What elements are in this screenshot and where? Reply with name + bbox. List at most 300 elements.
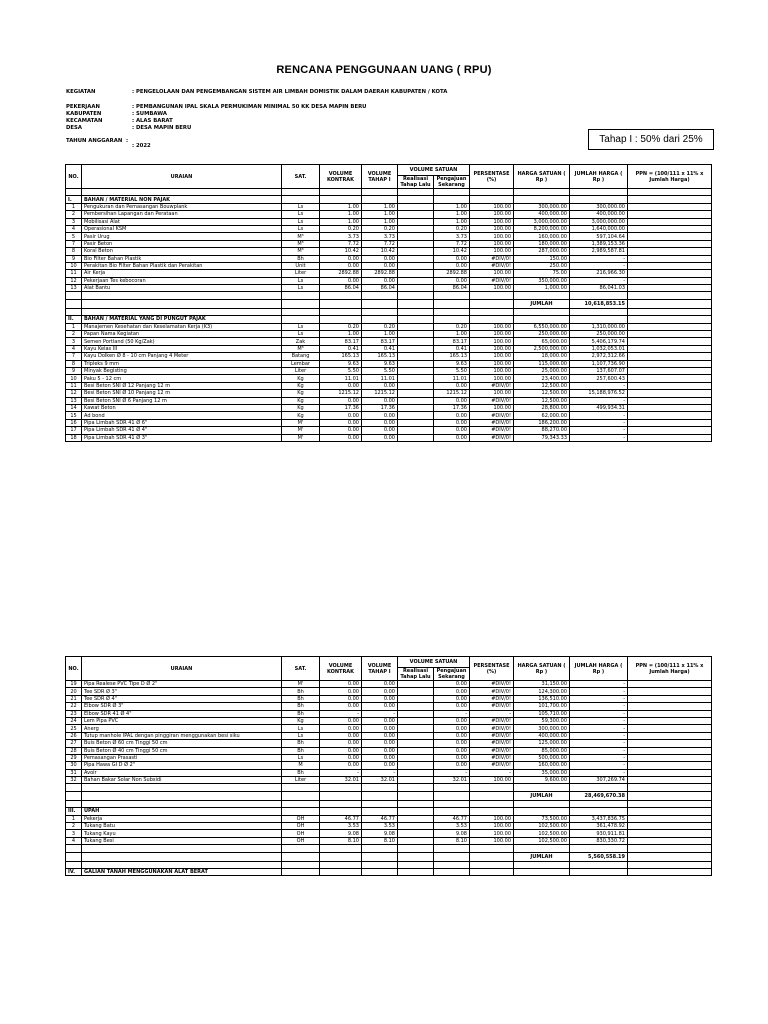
table-cell	[398, 717, 434, 724]
table-cell: 32.01	[434, 777, 470, 784]
table-cell: 0.00	[320, 412, 362, 419]
table-cell	[628, 717, 712, 724]
desa-label: DESA	[66, 125, 82, 131]
table-cell: 3.73	[320, 233, 362, 240]
table-cell	[628, 688, 712, 695]
empty-cell	[628, 845, 712, 852]
table-cell	[398, 360, 434, 367]
table-cell: -	[570, 434, 628, 441]
table-cell: 4	[66, 225, 82, 232]
table-cell: Tukang Kayu	[82, 830, 282, 837]
table-cell: 400,000.00	[514, 732, 570, 739]
table-cell: 0.00	[434, 740, 470, 747]
table-cell: 9.08	[320, 830, 362, 837]
table-cell: 0.00	[320, 397, 362, 404]
table-cell: Pipa Limbah SDR 41 Ø 4"	[82, 427, 282, 434]
table-cell: 0.00	[362, 695, 398, 702]
table-cell	[398, 703, 434, 710]
col-harga-satuan: HARGA SATUAN ( Rp )	[514, 657, 570, 681]
table-cell: 35,000.00	[514, 769, 570, 776]
table-cell	[628, 412, 712, 419]
table-cell: 100.00	[470, 338, 514, 345]
table-cell: Elbow SDR Ø 3"	[82, 703, 282, 710]
col-volume-tahap: VOLUME TAHAP I	[362, 657, 398, 681]
table-cell: 0.00	[434, 695, 470, 702]
table-cell: 0.00	[320, 688, 362, 695]
table-cell	[398, 404, 434, 411]
table-cell: 14	[66, 404, 82, 411]
table-cell: 17.36	[320, 404, 362, 411]
table-cell: 0.20	[434, 225, 470, 232]
table-cell: -	[570, 717, 628, 724]
table-cell: Besi Beton SNI Ø 6 Panjang 12 m	[82, 397, 282, 404]
table-cell: 9	[66, 367, 82, 374]
jumlah-row	[66, 791, 712, 800]
table-cell: #DIV/0!	[470, 681, 514, 688]
table-cell: 0.00	[362, 703, 398, 710]
table-cell: Bh	[282, 255, 320, 262]
table-cell: 160,000.00	[514, 233, 570, 240]
table-cell: 1.00	[320, 218, 362, 225]
table-cell: 2892.88	[434, 270, 470, 277]
table-cell	[628, 419, 712, 426]
table-cell: 5.50	[434, 367, 470, 374]
col-volume-tahap: VOLUME TAHAP I	[362, 165, 398, 189]
table-cell	[398, 688, 434, 695]
empty-cell	[282, 316, 320, 323]
table-cell: 2	[66, 331, 82, 338]
empty-cell	[320, 808, 362, 815]
table-row	[66, 823, 712, 830]
table-cell: Tukang Besi	[82, 837, 282, 844]
table-row	[66, 233, 712, 240]
table-cell: 150.00	[514, 255, 570, 262]
table-cell: 5,406,179.74	[570, 338, 628, 345]
empty-cell	[320, 791, 362, 800]
empty-cell	[570, 800, 628, 807]
empty-cell	[362, 316, 398, 323]
table-cell: 0.00	[320, 717, 362, 724]
table-cell: 17.36	[362, 404, 398, 411]
table-cell: 75.00	[514, 270, 570, 277]
table-cell: 100.00	[470, 331, 514, 338]
table-cell: Ls	[282, 218, 320, 225]
empty-cell	[82, 791, 282, 800]
table-cell: #DIV/0!	[470, 703, 514, 710]
table-row	[66, 218, 712, 225]
table-cell: 0.00	[362, 688, 398, 695]
tahun-label: TAHUN ANGGARAN	[66, 138, 123, 144]
table-cell: #DIV/0!	[470, 717, 514, 724]
table-row	[66, 382, 712, 389]
empty-cell	[628, 784, 712, 791]
table-cell: 86.04	[434, 285, 470, 292]
table-row	[66, 262, 712, 269]
table-row	[66, 725, 712, 732]
empty-cell	[82, 845, 282, 852]
col-sat: SAT.	[282, 657, 320, 681]
empty-cell	[570, 868, 628, 875]
table-cell: 28,800.00	[514, 404, 570, 411]
table-cell: 32	[66, 777, 82, 784]
table-cell: 0.00	[362, 725, 398, 732]
table-cell: 62,000.00	[514, 412, 570, 419]
empty-cell	[628, 868, 712, 875]
table-cell	[398, 732, 434, 739]
table-cell: 102,500.00	[514, 823, 570, 830]
table-cell: 0.00	[434, 681, 470, 688]
table-cell: 100.00	[470, 218, 514, 225]
table-cell: 9.63	[434, 360, 470, 367]
spacer-row	[66, 784, 712, 791]
col-persentase: PERSENTASE (%)	[470, 165, 514, 189]
empty-cell	[398, 868, 434, 875]
table-cell	[628, 710, 712, 717]
table-cell: 100.00	[470, 823, 514, 830]
table-cell: 8	[66, 248, 82, 255]
table-cell	[628, 218, 712, 225]
table-cell: M'	[282, 681, 320, 688]
table-cell: 11.01	[320, 375, 362, 382]
table-cell: 1.00	[320, 331, 362, 338]
table-cell: 250.00	[514, 262, 570, 269]
table-cell	[628, 375, 712, 382]
table-cell	[398, 710, 434, 717]
table-cell: Paku 5 - 12 cm	[82, 375, 282, 382]
table-cell: M	[282, 762, 320, 769]
table-row	[66, 740, 712, 747]
empty-cell	[320, 845, 362, 852]
table-cell: M³	[282, 233, 320, 240]
table-cell: 1215.12	[434, 390, 470, 397]
table-cell: Lembar	[282, 360, 320, 367]
section-title: GALIAN TANAH MENGGUNAKAN ALAT BERAT	[82, 868, 282, 875]
table-cell: 15	[66, 412, 82, 419]
empty-cell	[82, 784, 282, 791]
table-cell	[628, 353, 712, 360]
table-cell: 22	[66, 703, 82, 710]
table-cell: 180,000.00	[514, 240, 570, 247]
table-cell	[398, 754, 434, 761]
table-cell	[628, 225, 712, 232]
empty-cell	[362, 868, 398, 875]
table-cell: #DIV/0!	[470, 725, 514, 732]
table-cell: 499,934.31	[570, 404, 628, 411]
empty-cell	[514, 868, 570, 875]
table-cell: Bh	[282, 710, 320, 717]
section-title: BAHAN / MATERIAL YANG DI PUNGUT PAJAK	[82, 316, 282, 323]
table-cell: 1,000.00	[514, 285, 570, 292]
empty-cell	[514, 308, 570, 315]
table-cell	[628, 285, 712, 292]
table-cell: M'	[282, 427, 320, 434]
table-cell: 100.00	[470, 367, 514, 374]
table-cell: 0.00	[320, 695, 362, 702]
table-cell: 500,000.00	[514, 754, 570, 761]
table-cell: 3.53	[434, 823, 470, 830]
empty-cell	[434, 852, 470, 861]
col-pengajuan: Pengajuan Sekarang	[434, 176, 470, 189]
table-cell: -	[570, 688, 628, 695]
table-cell: 3.73	[434, 233, 470, 240]
col-volume-kontrak: VOLUME KONTRAK	[320, 657, 362, 681]
table-cell: 597,104.64	[570, 233, 628, 240]
table-cell: Batang	[282, 353, 320, 360]
table-cell: 102,500.00	[514, 837, 570, 844]
table-cell: 9.08	[434, 830, 470, 837]
table-cell: 1,107,736.90	[570, 360, 628, 367]
table-cell: 0.00	[320, 427, 362, 434]
table-cell	[628, 323, 712, 330]
table-cell	[398, 427, 434, 434]
table-cell: 0.00	[362, 397, 398, 404]
table-cell: Pengukuran dan Pemasangan Bouwplank	[82, 203, 282, 210]
table-cell	[398, 769, 434, 776]
table-cell: -	[570, 710, 628, 717]
table-cell: Ls	[282, 732, 320, 739]
table-cell: 25,000.00	[514, 367, 570, 374]
table-cell: 79,343.33	[514, 434, 570, 441]
table-cell	[398, 277, 434, 284]
table-cell: 8.10	[434, 837, 470, 844]
spacer-row	[66, 845, 712, 852]
table-cell: Besi Beton SNI Ø 12 Panjang 12 m	[82, 382, 282, 389]
table-cell: 32.01	[362, 777, 398, 784]
table-cell	[628, 404, 712, 411]
table-cell	[628, 255, 712, 262]
empty-cell	[398, 299, 434, 308]
desa-value: : DESA MAPIN BERU	[132, 125, 192, 131]
table-cell: -	[362, 710, 398, 717]
table-cell: 0.00	[434, 717, 470, 724]
empty-cell	[66, 845, 82, 852]
table-cell: Buis Beton Ø 60 cm Tinggi 50 cm	[82, 740, 282, 747]
table-cell: #DIV/0!	[470, 419, 514, 426]
table-cell: -	[570, 725, 628, 732]
table-cell: 100.00	[470, 830, 514, 837]
tahun-colon: :	[126, 138, 129, 144]
table-cell: 100.00	[470, 360, 514, 367]
table-cell: 15,188,976.52	[570, 390, 628, 397]
table-cell: 136,510.00	[514, 695, 570, 702]
table-cell: Ls	[282, 203, 320, 210]
table-cell	[628, 823, 712, 830]
table-cell: 1	[66, 815, 82, 822]
table-cell: 83.17	[434, 338, 470, 345]
table-cell: Liter	[282, 367, 320, 374]
table-cell	[398, 823, 434, 830]
table-cell	[398, 248, 434, 255]
table-cell: 1.00	[434, 331, 470, 338]
col-no: NO.	[66, 657, 82, 681]
table-cell: Perakitan Bio Filter Bahan Plastik dan Perakitan	[82, 262, 282, 269]
table-cell: 5	[66, 233, 82, 240]
table-cell: -	[570, 382, 628, 389]
empty-cell	[470, 308, 514, 315]
empty-cell	[66, 784, 82, 791]
table-cell: 0.00	[434, 725, 470, 732]
table-cell: 250,000.00	[514, 331, 570, 338]
table-cell: 300,000.00	[514, 203, 570, 210]
table-cell: 7.72	[320, 240, 362, 247]
empty-cell	[320, 800, 362, 807]
table-cell: 2	[66, 211, 82, 218]
section-header-row	[66, 868, 712, 875]
col-ppn: PPN = (100/111 x 11% x Jumlah Harga)	[628, 165, 712, 189]
table-cell	[398, 419, 434, 426]
empty-cell	[362, 800, 398, 807]
table-cell: 23	[66, 710, 82, 717]
kabupaten-value: : SUMBAWA	[132, 111, 167, 117]
table-cell: #DIV/0!	[470, 277, 514, 284]
table-row	[66, 434, 712, 441]
table-cell: 7	[66, 240, 82, 247]
table-cell: Ls	[282, 277, 320, 284]
empty-cell	[398, 292, 434, 299]
table-cell: Air Kerja	[82, 270, 282, 277]
empty-cell	[66, 308, 82, 315]
empty-cell	[628, 791, 712, 800]
table-cell: 13	[66, 397, 82, 404]
empty-cell	[66, 791, 82, 800]
spacer-row	[66, 308, 712, 315]
empty-cell	[470, 299, 514, 308]
table-cell: 3	[66, 830, 82, 837]
table-cell: #DIV/0!	[470, 382, 514, 389]
empty-cell	[570, 292, 628, 299]
table-cell	[398, 338, 434, 345]
table-cell: 1.00	[320, 211, 362, 218]
table-cell: -	[570, 277, 628, 284]
table-cell: 18	[66, 434, 82, 441]
table-cell: 7.72	[434, 240, 470, 247]
col-volume-satuan: VOLUME SATUAN	[398, 165, 470, 176]
table-cell: 100.00	[470, 211, 514, 218]
empty-cell	[434, 292, 470, 299]
table-cell: 0.00	[434, 262, 470, 269]
empty-cell	[82, 800, 282, 807]
section-header-row	[66, 196, 712, 203]
table-cell: Manajemen Kesehatan dan Keselamatan Kerja (K3)	[82, 323, 282, 330]
empty-cell	[362, 861, 398, 868]
table-cell: 0.00	[320, 277, 362, 284]
table-cell: Papan Nama Kegiatan	[82, 331, 282, 338]
table-cell: #DIV/0!	[470, 747, 514, 754]
empty-cell	[514, 784, 570, 791]
table-cell: 0.00	[362, 681, 398, 688]
table-cell: 100.00	[470, 345, 514, 352]
table-cell: 28	[66, 747, 82, 754]
table-cell: 31,150.00	[514, 681, 570, 688]
table-cell: 165.13	[434, 353, 470, 360]
table-cell: OH	[282, 837, 320, 844]
table-row	[66, 754, 712, 761]
empty-cell	[282, 292, 320, 299]
table-cell: 8.10	[362, 837, 398, 844]
table-cell: 10	[66, 375, 82, 382]
empty-cell	[398, 808, 434, 815]
empty-cell	[282, 861, 320, 868]
table-cell: 26	[66, 732, 82, 739]
table-cell: 257,600.43	[570, 375, 628, 382]
table-cell: 59,300.00	[514, 717, 570, 724]
table-cell: OH	[282, 815, 320, 822]
empty-cell	[470, 791, 514, 800]
table-cell: 5.50	[362, 367, 398, 374]
table-cell: 3,000,000.00	[570, 218, 628, 225]
table-cell: 0.00	[362, 717, 398, 724]
table-cell	[398, 375, 434, 382]
empty-cell	[320, 861, 362, 868]
table-cell	[628, 397, 712, 404]
empty-cell	[282, 784, 320, 791]
empty-cell	[570, 316, 628, 323]
table-cell: 8	[66, 360, 82, 367]
table-cell: 12,500.00	[514, 382, 570, 389]
spacer-row	[66, 861, 712, 868]
table-cell: 930,911.81	[570, 830, 628, 837]
empty-cell	[570, 861, 628, 868]
table-cell: 4	[66, 837, 82, 844]
table-cell	[398, 725, 434, 732]
table-row	[66, 769, 712, 776]
table-cell: Besi Beton SNI Ø 10 Panjang 12 m	[82, 390, 282, 397]
table-cell: 7.72	[362, 240, 398, 247]
empty-cell	[282, 845, 320, 852]
table-cell: M³	[282, 248, 320, 255]
table-cell: Minyak Begisting	[82, 367, 282, 374]
table-cell: 287,000.00	[514, 248, 570, 255]
empty-cell	[362, 845, 398, 852]
table-cell	[628, 211, 712, 218]
table-cell: 1,310,000.00	[570, 323, 628, 330]
table-cell	[628, 732, 712, 739]
table-cell: Tukang Batu	[82, 823, 282, 830]
table-cell	[398, 323, 434, 330]
table-cell: M'	[282, 434, 320, 441]
table-cell: 2892.88	[362, 270, 398, 277]
table-cell: M³	[282, 345, 320, 352]
empty-cell	[282, 868, 320, 875]
table-row	[66, 225, 712, 232]
table-cell: 3.53	[320, 823, 362, 830]
table-cell: 105,710.00	[514, 710, 570, 717]
empty-cell	[320, 868, 362, 875]
table-row	[66, 397, 712, 404]
table-cell: -	[570, 747, 628, 754]
empty-cell	[628, 808, 712, 815]
table-cell	[398, 747, 434, 754]
table-cell: 0.20	[362, 225, 398, 232]
empty-cell	[362, 299, 398, 308]
table-cell: Ls	[282, 211, 320, 218]
empty-cell	[570, 845, 628, 852]
table-cell	[628, 233, 712, 240]
table-cell: 115,000.00	[514, 360, 570, 367]
col-harga-satuan: HARGA SATUAN ( Rp )	[514, 165, 570, 189]
empty-cell	[434, 845, 470, 852]
table-cell: 1.00	[362, 211, 398, 218]
empty-cell	[66, 299, 82, 308]
table-cell: Pipa Limbah SDR 41 Ø 3"	[82, 434, 282, 441]
empty-cell	[320, 292, 362, 299]
section-number: I.	[66, 196, 82, 203]
table-cell: #DIV/0!	[470, 412, 514, 419]
kecamatan-value: : ALAS BARAT	[132, 118, 173, 124]
empty-cell	[282, 808, 320, 815]
table-cell: #DIV/0!	[470, 255, 514, 262]
table-cell: 1	[66, 323, 82, 330]
